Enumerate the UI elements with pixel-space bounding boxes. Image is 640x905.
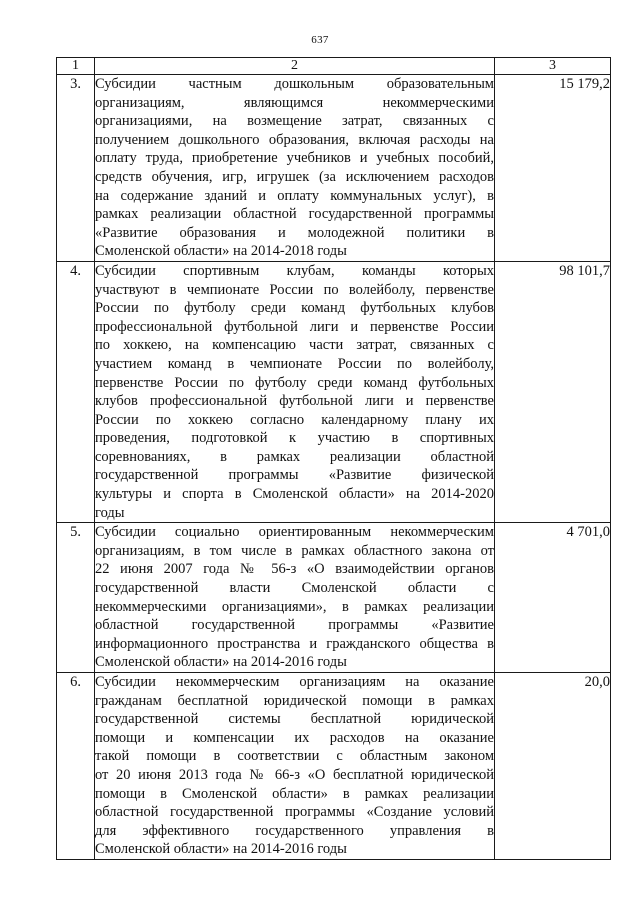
description-line: организациям, в том числе в рамках областного закона от [95,542,494,559]
description-line: от 20 июня 2013 года № 66-з «О бесплатной юридической [95,766,494,783]
description-line: Смоленской области» на 2014-2016 годы [95,841,347,858]
row-description [95,673,495,860]
table-header-row [57,58,611,75]
description-line: помощи в Смоленской области» в рамках реализации [95,785,494,802]
description-line: гражданам бесплатной юридической помощи в рамках [95,692,494,709]
row-number: 3. [57,75,95,262]
description-line: информационного пространства и гражданского общества в [95,635,494,652]
description-line: 22 июня 2007 года № 56-з «О взаимодействии органов [95,561,494,578]
column-header-amount: 3 [495,58,611,75]
row-amount: 4 701,0 [495,523,611,673]
row-amount: 98 101,7 [495,261,611,522]
column-header-number: 1 [57,58,95,75]
description-line: Субсидии некоммерческим организациям на оказание [95,674,494,690]
description-line: государственной власти Смоленской области с [95,580,494,597]
page-number: 637 [311,34,329,46]
row-number: 4. [57,261,95,522]
table-row [57,523,611,673]
description-line: годы [95,504,125,521]
description-line: культуры и спорта в Смоленской области» на 2014-2020 [95,486,494,503]
subsidies-table [56,57,611,860]
description-line: первенстве России по футболу среди команд футбольных [95,374,494,391]
description-line: России по футболу среди команд футбольных клубов [95,300,494,317]
description-line: государственной системы бесплатной юридической [95,711,494,728]
description-line: рамках реализации областной государственной программы [95,206,494,223]
table-row [57,75,611,262]
description-line: средств обучения, игр, игрушек (за исключением расходов [95,168,494,185]
description-line: проведения, подготовкой к участию в спортивных [95,430,494,447]
description-line: получением дошкольного образования, включая расходы на [95,131,494,148]
description-line: Субсидии спортивным клубам, команды которых [95,262,494,279]
row-description [95,261,495,522]
description-line: Субсидии социально ориентированным некоммерческим [95,524,494,541]
row-number: 6. [57,673,95,860]
description-line: некоммерческими организациями», в рамках реализации [95,598,494,615]
description-line: организациям, являющимся некоммерческими [95,94,494,111]
description-line: участием команд в чемпионате России по волейболу, [95,355,494,372]
description-line: организациями, на возмещение затрат, связанных с [95,113,494,130]
column-header-description: 2 [95,58,495,75]
description-line: на содержание зданий и оплату коммунальных услуг), в [95,187,494,204]
description-line: для эффективного государственного управления в [95,822,494,839]
description-line: профессиональной футбольной лиги и первенстве России [95,318,494,335]
description-line: клубов профессиональной футбольной лиги и первенстве [95,393,494,410]
description-line: Смоленской области» на 2014-2018 годы [95,243,347,260]
description-line: «Развитие образования и молодежной политики в [95,224,494,241]
description-line: Смоленской области» на 2014-2016 годы [95,654,347,671]
description-line: помощи и компенсации их расходов на оказание [95,729,494,746]
table-body [57,75,611,860]
description-line: России по хоккею согласно календарному плану их [95,411,494,428]
description-line: такой помощи в соответствии с областным законом [95,748,494,765]
description-line: областной государственной программы «Развитие [95,617,494,634]
row-description [95,523,495,673]
table-row [57,673,611,860]
description-line: Субсидии частным дошкольным образовательным [95,76,494,92]
description-line: соревнованиях, в рамках реализации областной [95,448,494,465]
description-line: областной государственной программы «Создание условий [95,804,494,821]
description-line: оплату труда, приобретение учебников и учебных пособий, [95,150,494,167]
description-line: по хоккею, на компенсацию части затрат, связанных с [95,337,494,354]
row-description [95,75,495,262]
description-line: государственной программы «Развитие физической [95,467,494,484]
row-amount: 20,0 [495,673,611,860]
description-line: участвуют в чемпионате России по волейболу, первенстве [95,281,494,298]
row-number: 5. [57,523,95,673]
row-amount: 15 179,2 [495,75,611,262]
table-row [57,261,611,522]
